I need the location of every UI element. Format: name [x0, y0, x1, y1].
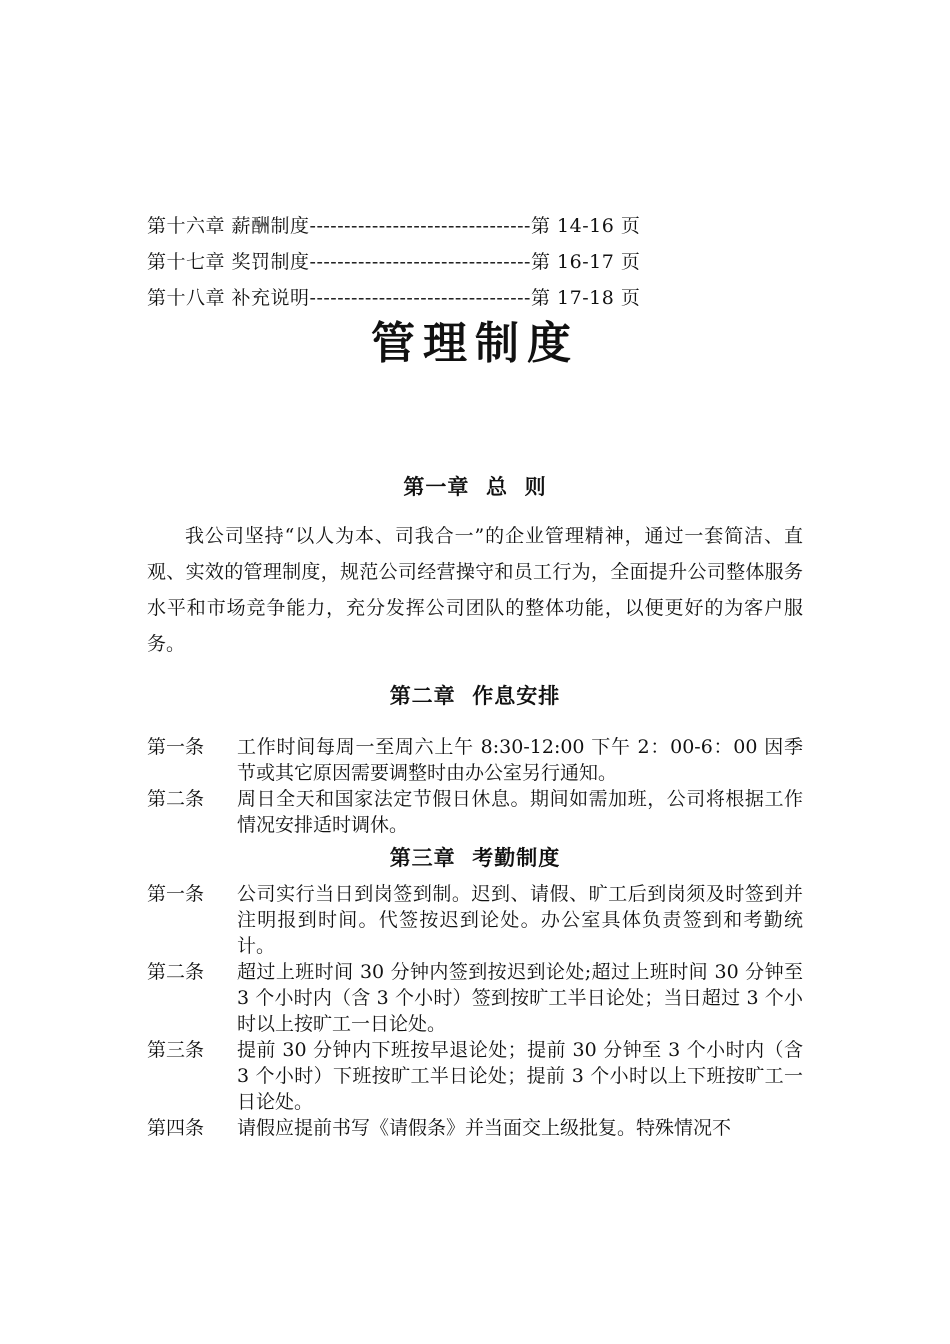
- article-item: [147, 1115, 803, 1141]
- article-number: 第三条: [147, 1039, 205, 1061]
- article-text: 公司实行当日到岗签到制。迟到、请假、旷工后到岗须及时签到并注明报到时间。代签按迟到论处。办公室具体负责签到和考勤统计。: [237, 883, 803, 957]
- article-item: [147, 959, 803, 1037]
- table-of-contents: [147, 208, 807, 316]
- article-number: 第一条: [147, 883, 205, 905]
- chapter-3-heading: 第三章 考勤制度: [389, 846, 561, 870]
- article-text: 周日全天和国家法定节假日休息。期间如需加班，公司将根据工作情况安排适时调休。: [237, 788, 803, 836]
- article-item: [147, 786, 803, 838]
- article-text: 提前 30 分钟内下班按早退论处；提前 30 分钟至 3 个小时内（含 3 个小时）下班按旷工半日论处；提前 3 个小时以上下班按旷工一日论处。: [237, 1039, 803, 1113]
- article-number: 第四条: [147, 1117, 205, 1139]
- chapter-1-paragraph: 我公司坚持“以人为本、司我合一”的企业管理精神，通过一套简洁、直观、实效的管理制度，规范公司经营操守和员工行为，全面提升公司整体服务水平和市场竞争能力，充分发挥公司团队的整体功能，以便更好的为客户服务。: [147, 525, 803, 655]
- chapter-2-articles: [147, 734, 803, 838]
- toc-entry: 第十八章 补充说明--------------------------------第 17-18 页: [147, 287, 641, 309]
- article-number: 第二条: [147, 788, 205, 810]
- article-text: 工作时间每周一至周六上午 8:30-12:00 下午 2：00-6：00 因季节或其它原因需要调整时由办公室另行通知。: [237, 736, 803, 784]
- article-item: [147, 1037, 803, 1115]
- chapter-3-articles: [147, 881, 803, 1141]
- article-number: 第二条: [147, 961, 205, 983]
- article-text: 超过上班时间 30 分钟内签到按迟到论处;超过上班时间 30 分钟至 3 个小时内（含 3 个小时）签到按旷工半日论处；当日超过 3 个小时以上按旷工一日论处。: [237, 961, 803, 1035]
- article-text: 请假应提前书写《请假条》并当面交上级批复。特殊情况不: [237, 1117, 732, 1139]
- toc-entry: 第十七章 奖罚制度--------------------------------第 16-17 页: [147, 251, 641, 273]
- article-item: [147, 734, 803, 786]
- chapter-1-heading: 第一章 总 则: [403, 475, 547, 499]
- article-item: [147, 881, 803, 959]
- toc-entry: 第十六章 薪酬制度--------------------------------第 14-16 页: [147, 215, 641, 237]
- document-title: 管理制度: [371, 318, 579, 369]
- article-number: 第一条: [147, 736, 205, 758]
- chapter-2-heading: 第二章 作息安排: [389, 684, 561, 708]
